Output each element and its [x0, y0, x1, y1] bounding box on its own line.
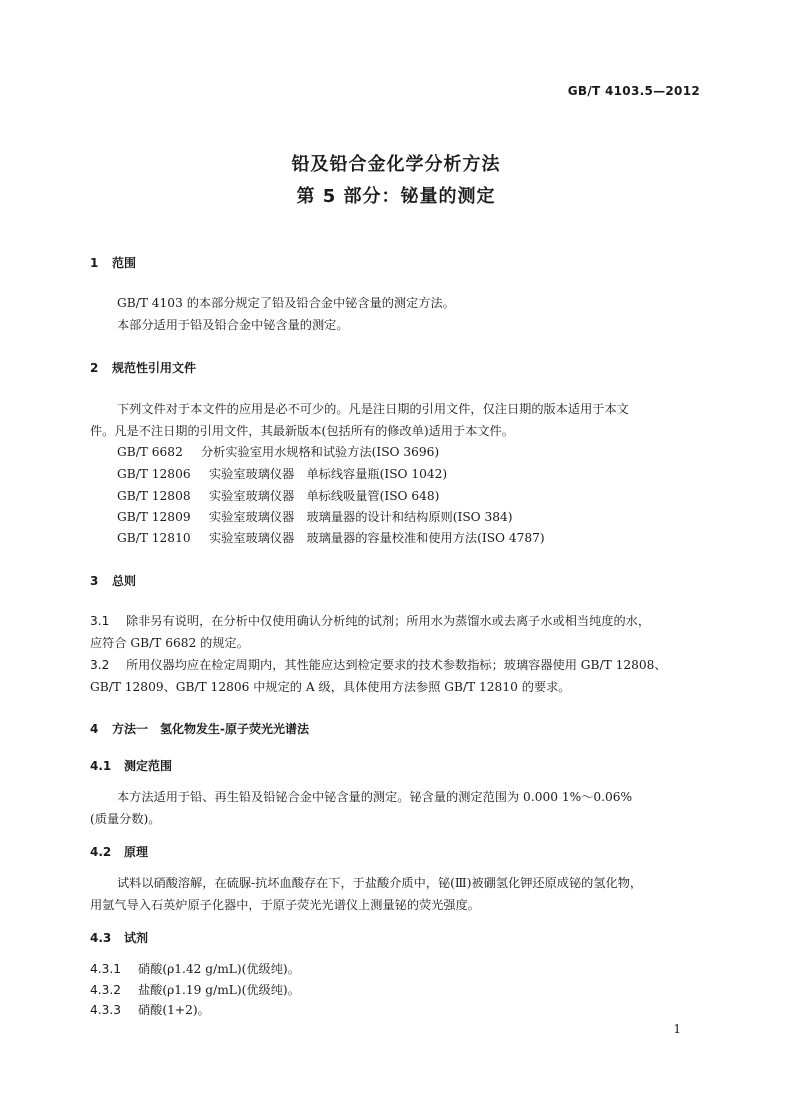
subsection-number: 4.2: [90, 845, 112, 859]
clause-number: 3.1: [90, 614, 110, 628]
section-number: 2: [90, 361, 99, 375]
document-title: 铅及铅合金化学分析方法: [291, 154, 501, 175]
section-title: 范围: [112, 256, 137, 270]
reagent-item: [90, 960, 300, 977]
section-number: 4: [90, 722, 99, 736]
item-text: 盐酸(ρ1.19 g/mL)(优级纯)。: [138, 983, 300, 997]
reference-code: GB/T 12806: [117, 467, 191, 481]
reference-code: GB/T 12810: [117, 531, 191, 545]
paragraph-line: 下列文件对于本文件的应用是必不可少的。凡是注日期的引用文件，仅注日期的版本适用于本文: [117, 402, 629, 416]
item-text: 硝酸(1+2)。: [138, 1003, 210, 1017]
reference-title: 实验室玻璃仪器 玻璃量器的容量校准和使用方法(ISO 4787): [209, 531, 545, 545]
reference-item: [117, 487, 439, 504]
subsection-4-3-heading: [90, 929, 148, 946]
section-number: 3: [90, 574, 99, 588]
section-2-heading: [90, 359, 196, 376]
reference-item: [117, 529, 545, 546]
clause-number: 3.2: [90, 658, 110, 672]
subsection-title: 测定范围: [124, 759, 173, 773]
section-title: 总则: [112, 574, 137, 588]
reference-item: [117, 508, 513, 525]
paragraph-line: GB/T 4103 的本部分规定了铅及铅合金中铋含量的测定方法。: [117, 296, 455, 310]
section-title: 方法一 氢化物发生-原子荧光光谱法: [112, 722, 309, 736]
reagent-item: [90, 981, 300, 998]
reference-title: 实验室玻璃仪器 单标线吸量管(ISO 648): [209, 489, 440, 503]
paragraph-line: 应符合 GB/T 6682 的规定。: [90, 636, 249, 650]
paragraph-line: GB/T 12809、GB/T 12806 中规定的 A 级，具体使用方法参照 GB/T 12810 的要求。: [90, 680, 571, 694]
subsection-number: 4.3: [90, 931, 112, 945]
section-1-heading: [90, 254, 136, 271]
paragraph-line: 试料以硝酸溶解，在硫脲-抗坏血酸存在下，于盐酸介质中，铋(Ⅲ)被硼氢化钾还原成铋的氢化物，: [117, 876, 643, 890]
paragraph-line: 用氩气导入石英炉原子化器中，于原子荧光光谱仪上测量铋的荧光强度。: [90, 898, 480, 912]
subsection-title: 试剂: [124, 931, 149, 945]
paragraph-line: (质量分数)。: [90, 812, 161, 826]
item-number: 4.3.3: [90, 1003, 122, 1017]
subsection-number: 4.1: [90, 759, 112, 773]
section-number: 1: [90, 256, 99, 270]
clause-line: [90, 612, 650, 629]
reference-code: GB/T 12809: [117, 510, 191, 524]
page-number: 1: [673, 1022, 681, 1036]
item-text: 硝酸(ρ1.42 g/mL)(优级纯)。: [138, 962, 300, 976]
item-number: 4.3.1: [90, 962, 122, 976]
clause-line: [90, 656, 667, 673]
reference-title: 实验室玻璃仪器 玻璃量器的设计和结构原则(ISO 384): [209, 510, 513, 524]
reference-title: 分析实验室用水规格和试验方法(ISO 3696): [201, 445, 440, 459]
item-number: 4.3.2: [90, 983, 122, 997]
clause-text: 所用仪器均应在检定周期内，其性能应达到检定要求的技术参数指标；玻璃容器使用 GB/T 12808、: [126, 658, 667, 672]
clause-text: 除非另有说明，在分析中仅使用确认分析纯的试剂；所用水为蒸馏水或去离子水或相当纯度的水，: [126, 614, 651, 628]
reference-title: 实验室玻璃仪器 单标线容量瓶(ISO 1042): [209, 467, 448, 481]
reference-item: [117, 465, 447, 482]
paragraph-line: 件。凡是不注日期的引用文件，其最新版本(包括所有的修改单)适用于本文件。: [90, 424, 514, 438]
standard-number: GB/T 4103.5—2012: [567, 84, 700, 98]
paragraph-line: 本部分适用于铅及铅合金中铋含量的测定。: [117, 318, 349, 332]
subsection-4-1-heading: [90, 757, 172, 774]
subsection-title: 原理: [124, 845, 149, 859]
reference-item: [117, 443, 439, 460]
reference-code: GB/T 6682: [117, 445, 183, 459]
document-subtitle: 第 5 部分：铋量的测定: [296, 186, 496, 207]
reference-code: GB/T 12808: [117, 489, 191, 503]
section-4-heading: [90, 720, 309, 737]
section-title: 规范性引用文件: [112, 361, 197, 375]
subsection-4-2-heading: [90, 843, 148, 860]
paragraph-line: 本方法适用于铅、再生铅及铅铋合金中铋含量的测定。铋含量的测定范围为 0.000 1%～0.06%: [117, 790, 633, 804]
reagent-item: [90, 1001, 210, 1018]
section-3-heading: [90, 572, 136, 589]
